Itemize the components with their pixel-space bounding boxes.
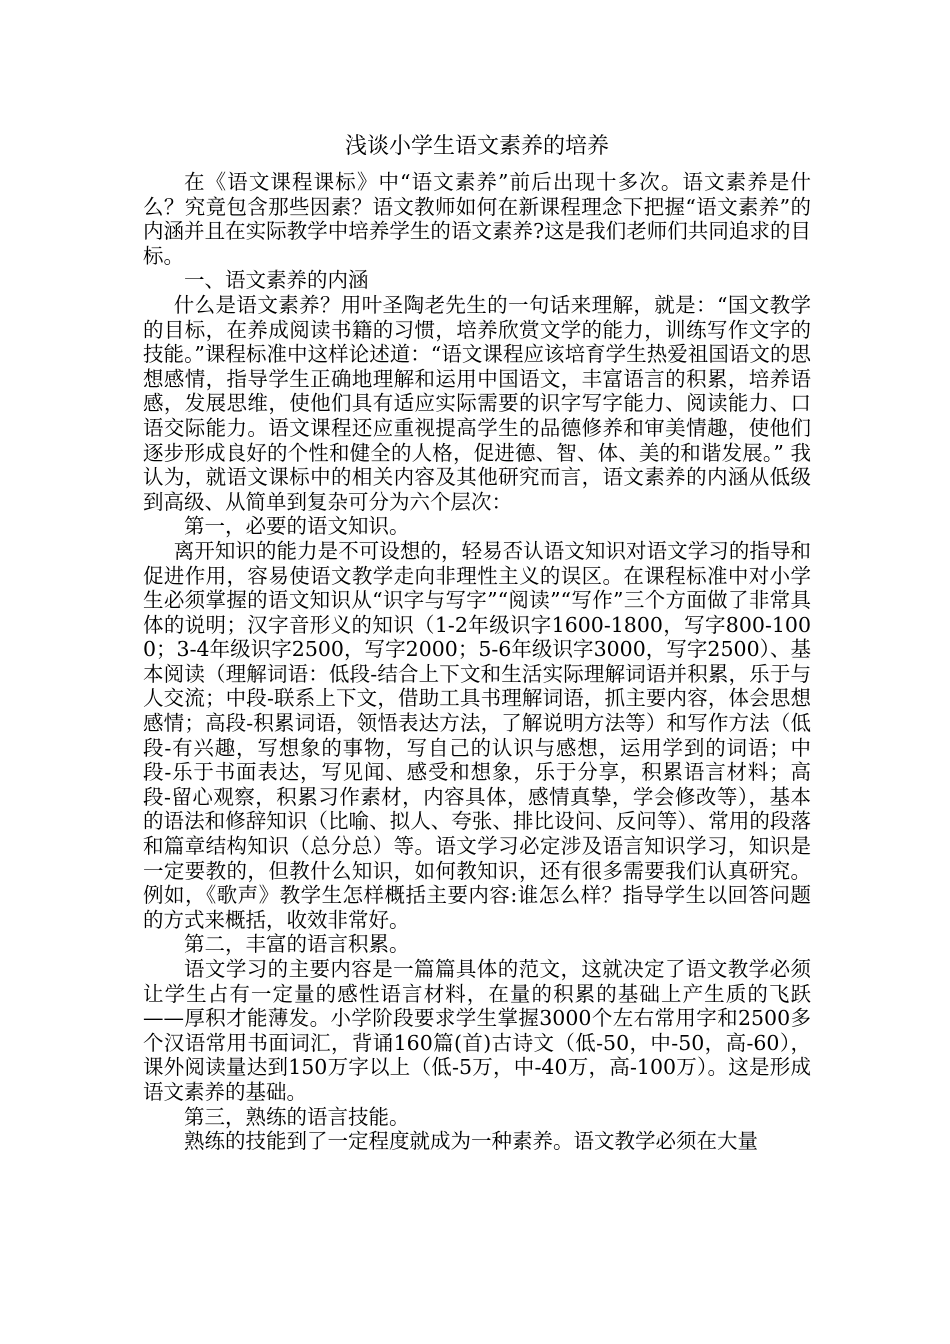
subheading-second: 第二，丰富的语言积累。 (184, 932, 410, 957)
subheading-first: 第一，必要的语文知识。 (184, 514, 410, 539)
paragraph-definition: 什么是语文素养？用叶圣陶老先生的一句话来理解，就是：“国文教学的目标，在养成阅读书籍的习惯，培养欣赏文学的能力，训练写作文字的技能。”课程标准中这样论述道：“语文课程应该培育学生热爱祖国语文的思想感情，指导学生正确地理解和运用中国语文，丰富语言的积累，培养语感，发展思维，使他们具有适应实际需要的识字写字能力、阅读能力、口语交际能力。语文课程还应重视提高学生的品德修养和审美情趣，使他们逐步形成良好的个性和健全的人格，促进德、智、体、美的和谐发展。” 我认为，就语文课标中的相关内容及其他研究而言，语文素养的内涵从低级到高级、从简单到复杂可分为六个层次： (143, 292, 811, 514)
paragraph-knowledge: 离开知识的能力是不可设想的，轻易否认语文知识对语文学习的指导和促进作用，容易使语文教学走向非理性主义的误区。在课程标准中对小学生必须掌握的语文知识从“识字与写字”“阅读”“写作”三个方面做了非常具体的说明；汉字音形义的知识（1-2年级识字1600-1800，写字800-1000；3-4年级识字2500，写字2000；5-6年级识字3000，写字2500）、基本阅读（理解词语：低段-结合上下文和生活实际理解词语并积累，乐于与人交流；中段-联系上下文，借助工具书理解词语，抓主要内容，体会思想感情；高段-积累词语，领悟表达方法，了解说明方法等）和写作方法（低段-有兴趣，写想象的事物，写自己的认识与感想，运用学到的词语；中段-乐于书面表达，写见闻、感受和想象，乐于分享，积累语言材料；高段-留心观察，积累习作素材，内容具体，感情真挚，学会修改等），基本的语法和修辞知识（比喻、拟人、夸张、排比设问、反问等）、常用的段落和篇章结构知识（总分总）等。语文学习必定涉及语言知识学习，知识是一定要教的，但教什么知识，如何教知识，还有很多需要我们认真研究。例如，《歌声》教学生怎样概括主要内容:谁怎么样？指导学生以回答问题的方式来概括，收效非常好。 (143, 538, 811, 932)
section-heading-1: 一、语文素养的内涵 (184, 268, 369, 293)
subheading-third: 第三，熟练的语言技能。 (184, 1104, 410, 1129)
document-title: 浅谈小学生语文素养的培养 (344, 134, 609, 159)
document-page (143, 126, 811, 1154)
paragraph-accumulation: 语文学习的主要内容是一篇篇具体的范文，这就决定了语文教学必须让学生占有一定量的感性语言材料，在量的积累的基础上产生质的飞跃——厚积才能薄发。小学阶段要求学生掌握3000个左右常用字和2500多个汉语常用书面词汇，背诵160篇(首)古诗文（低-50，中-50，高-60），课外阅读量达到150万字以上（低-5万，中-40万，高-100万）。这是形成语文素养的基础。 (143, 957, 811, 1104)
paragraph-intro: 在《语文课程课标》中“语文素养”前后出现十多次。语文素养是什么？究竟包含那些因素？语文教师如何在新课程理念下把握“语文素养”的内涵并且在实际教学中培养学生的语文素养?这是我们老师们共同追求的目标。 (143, 170, 811, 268)
paragraph-skills: 熟练的技能到了一定程度就成为一种素养。语文教学必须在大量 (184, 1129, 758, 1154)
